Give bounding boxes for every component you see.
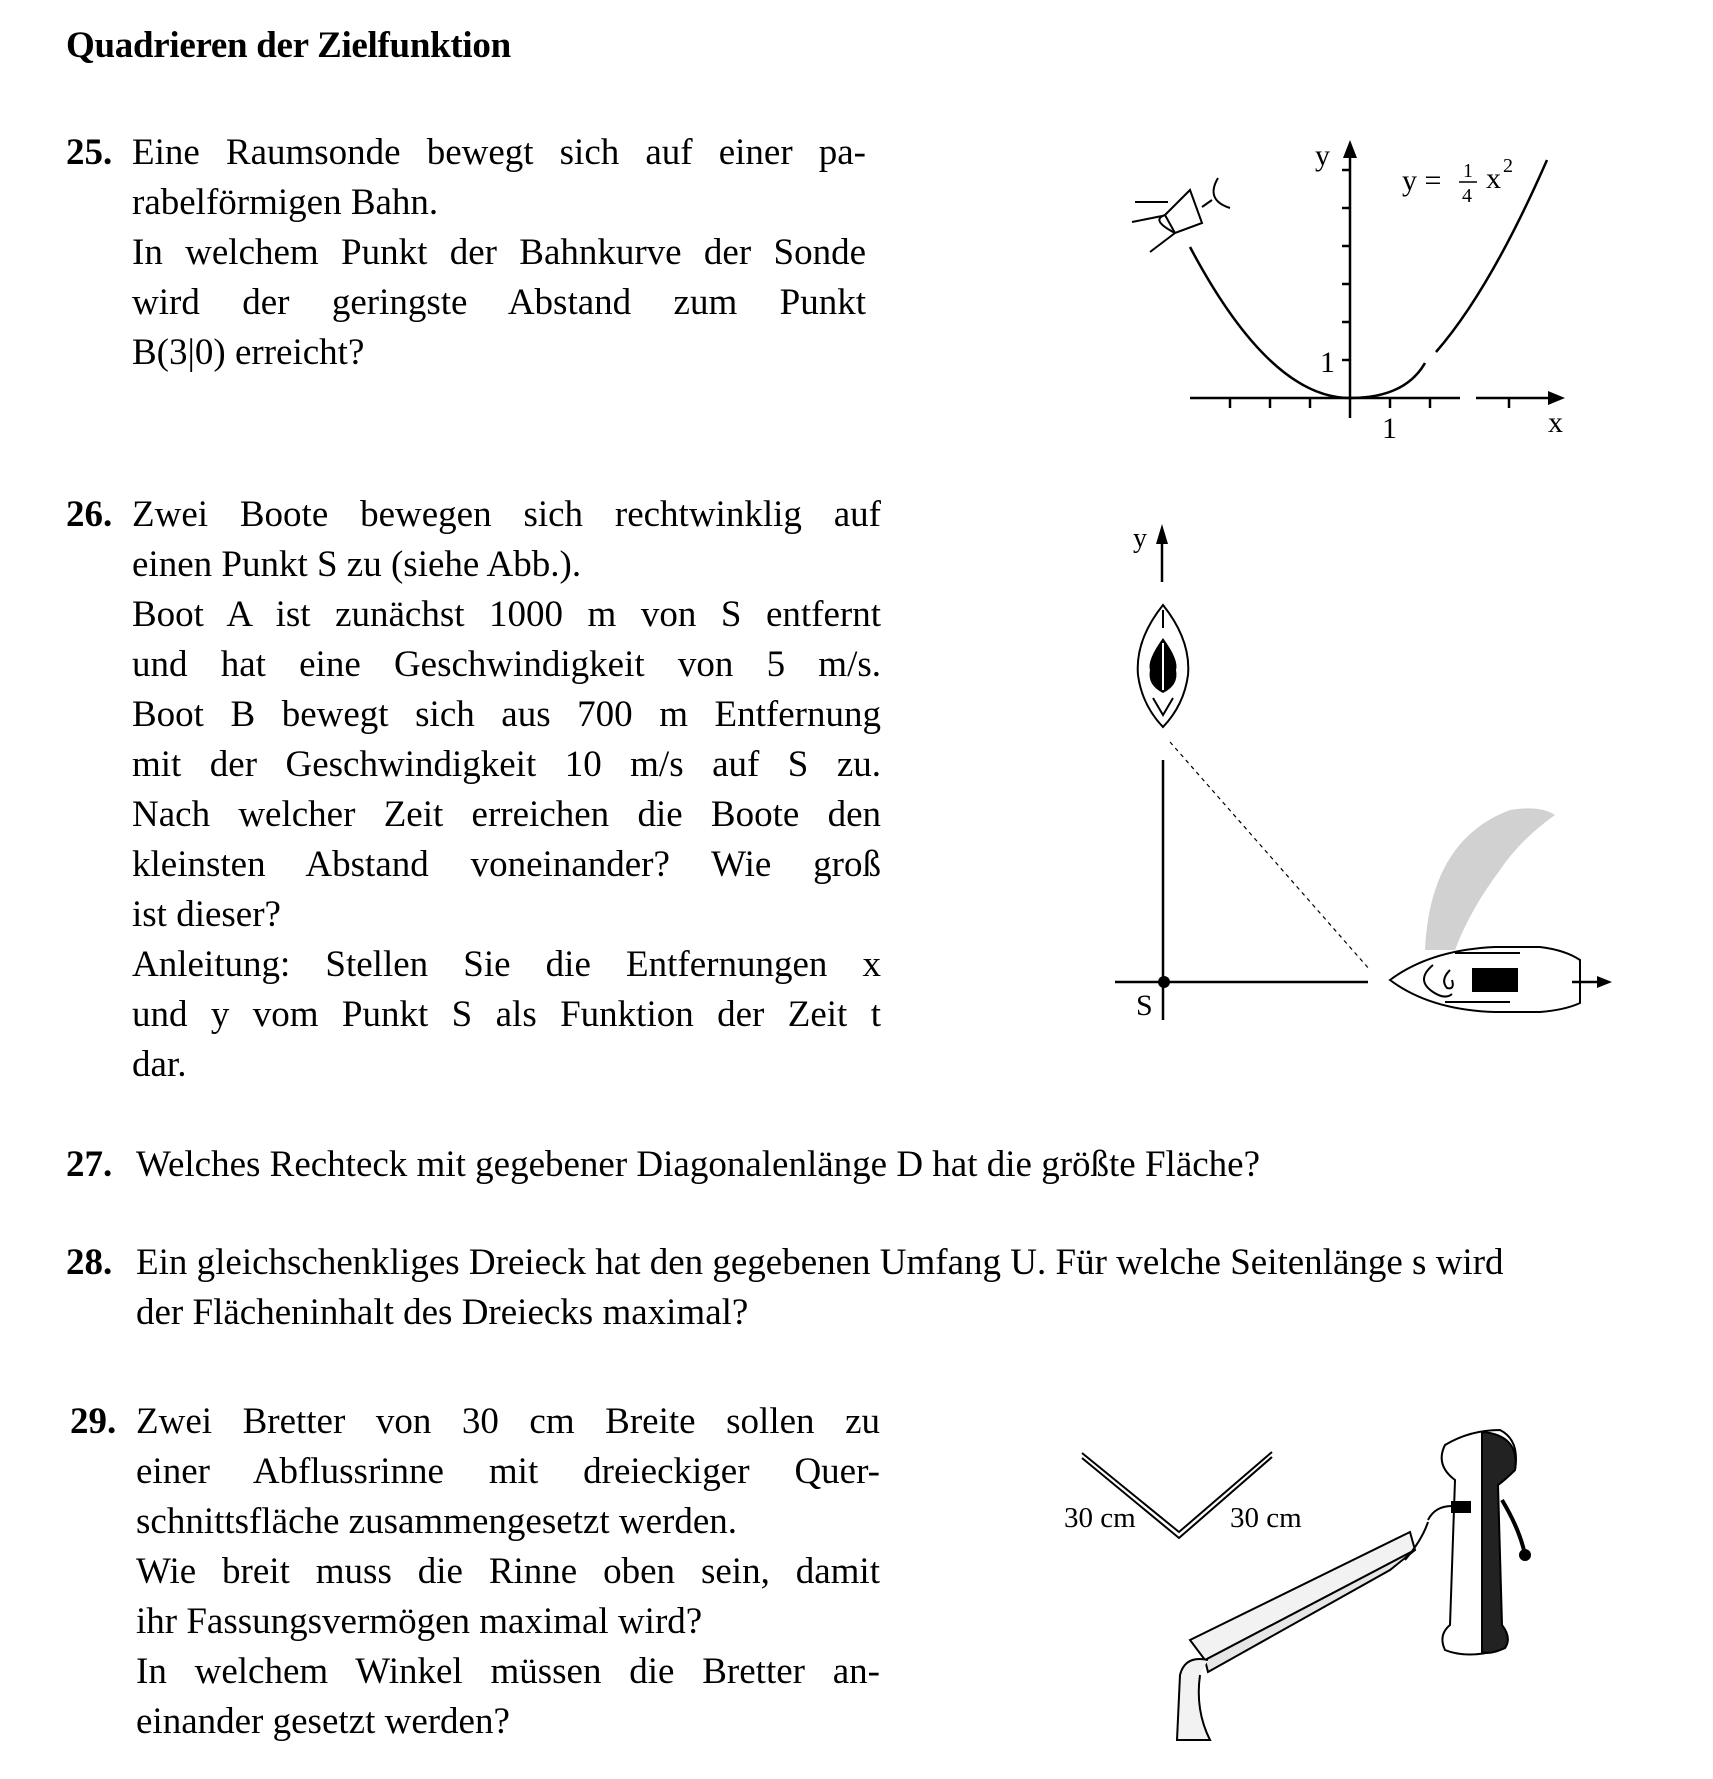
task-text-line: kleinsten Abstand voneinander? Wie groß: [132, 844, 881, 885]
task-27: [66, 1140, 1666, 1190]
task-number: 25.: [66, 132, 113, 173]
task-text-line: Zwei Boote bewegen sich rechtwinklig auf: [132, 494, 881, 535]
task-26: [66, 490, 881, 1090]
task-29: [70, 1397, 880, 1747]
distance-line: [1170, 742, 1370, 970]
task-text-line: In welchem Punkt der Bahnkurve der Sonde: [132, 232, 866, 273]
task-text-line: Eine Raumsonde bewegt sich auf einer pa-: [132, 132, 866, 173]
y-axis-label: y: [1315, 139, 1330, 172]
task-text-line: ihr Fassungsvermögen maximal wird?: [136, 1601, 703, 1642]
y-axis-arrow-icon: [1156, 524, 1168, 544]
water-pump-icon: [1428, 1430, 1530, 1655]
task-text-line: einander gesetzt werden?: [136, 1701, 510, 1742]
x-axis-label: x: [1548, 406, 1563, 439]
task-text-line: dar.: [132, 1044, 187, 1085]
y-tick-label: 1: [1320, 346, 1335, 379]
parabola-curve: [1350, 363, 1425, 398]
space-probe-icon: [1132, 178, 1230, 252]
parabola-figure: [1120, 120, 1570, 460]
task-text-line: Wie breit muss die Rinne oben sein, damit: [136, 1551, 880, 1592]
task-text-line: wird der geringste Abstand zum Punkt: [132, 282, 866, 323]
fraction-numerator: 1: [1463, 160, 1473, 182]
task-text-line: rabelförmigen Bahn.: [132, 182, 439, 223]
task-text-line: ist dieser?: [132, 894, 281, 935]
smoke-icon: [1425, 808, 1555, 950]
task-number: 27.: [66, 1144, 113, 1185]
task-text-line: der Flächeninhalt des Dreiecks maximal?: [136, 1292, 749, 1333]
boats-figure: [1100, 510, 1713, 1090]
function-label: [1402, 155, 1513, 207]
section-title: Quadrieren der Zielfunktion: [66, 25, 511, 66]
origin-label: S: [1136, 989, 1153, 1022]
task-text-line: Anleitung: Stellen Sie die Entfernungen x: [132, 944, 881, 985]
task-text-line: und y vom Punkt S als Funktion der Zeit t: [132, 994, 881, 1035]
task-28: [66, 1238, 1686, 1338]
drain-channel-icon: [1177, 1522, 1428, 1740]
task-text-line: In welchem Winkel müssen die Bretter an-: [136, 1651, 880, 1692]
task-text-line: einen Punkt S zu (siehe Abb.).: [132, 544, 582, 585]
task-text-line: mit der Geschwindigkeit 10 m/s auf S zu.: [132, 744, 881, 785]
function-variable: x: [1486, 162, 1501, 195]
right-board-label: 30 cm: [1230, 1502, 1302, 1534]
task-number: 28.: [66, 1242, 113, 1283]
task-number: 26.: [66, 494, 113, 535]
boat-a-icon: [1138, 605, 1189, 727]
channel-figure: [1050, 1420, 1713, 1779]
x-ticks: [1230, 398, 1509, 408]
y-axis-label: y: [1133, 523, 1147, 554]
task-text-line: und hat eine Geschwindigkeit von 5 m/s.: [132, 644, 881, 685]
x-tick-label: 1: [1382, 412, 1397, 445]
x-axis-arrow-icon: [1548, 391, 1565, 405]
task-text-line: Boot B bewegt sich aus 700 m Entfernung: [132, 694, 881, 735]
task-text-line: Boot A ist zunächst 1000 m von S entfernt: [132, 594, 881, 635]
task-text-line: schnittsfläche zusammengesetzt werden.: [136, 1501, 738, 1542]
fraction-denominator: 4: [1462, 185, 1472, 207]
x-axis-arrow-icon: [1597, 976, 1612, 988]
task-text-line: B(3|0) erreicht?: [132, 332, 365, 373]
boat-b-icon: [1390, 947, 1580, 1012]
left-board-label: 30 cm: [1064, 1502, 1136, 1534]
task-number: 29.: [70, 1401, 117, 1442]
function-exponent: 2: [1503, 155, 1513, 177]
task-text-line: Nach welcher Zeit erreichen die Boote den: [132, 794, 881, 835]
function-lhs: y =: [1402, 164, 1442, 197]
point-s: [1158, 976, 1170, 988]
task-text-line: Ein gleichschenkliges Dreieck hat den gegebenen Umfang U. Für welche Seitenlänge s wird: [136, 1242, 1504, 1283]
y-axis-arrow-icon: [1343, 140, 1357, 158]
task-text-line: einer Abflussrinne mit dreieckiger Quer-: [136, 1451, 880, 1492]
task-25: [66, 128, 866, 378]
task-text-line: Zwei Bretter von 30 cm Breite sollen zu: [136, 1401, 880, 1442]
task-text-line: Welches Rechteck mit gegebener Diagonalenlänge D hat die größte Fläche?: [136, 1144, 1261, 1185]
